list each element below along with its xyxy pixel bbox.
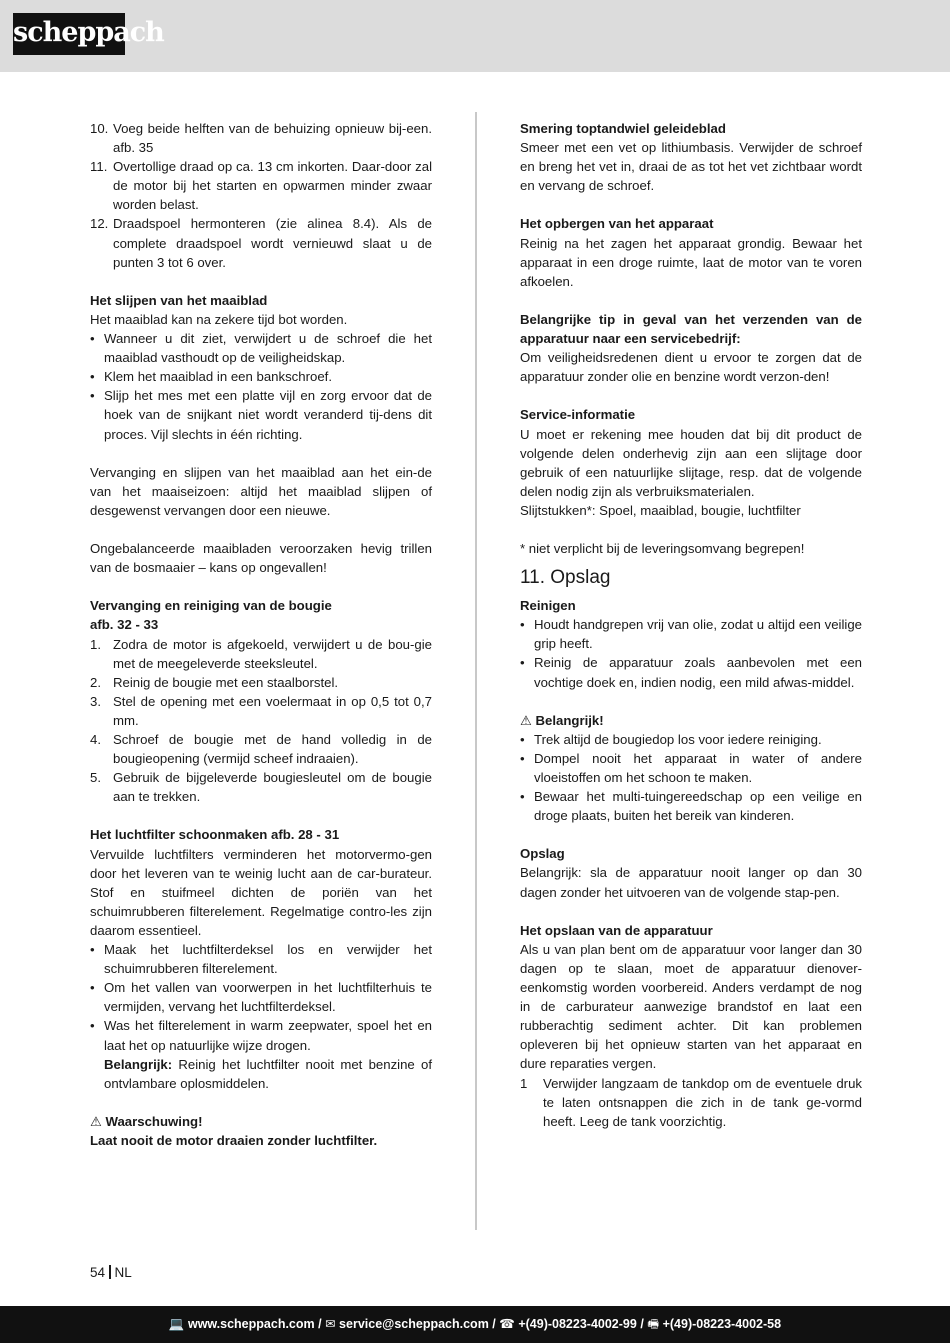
column-divider (475, 112, 477, 1230)
section-heading: Vervanging en reiniging van de bougie (90, 598, 332, 614)
item-number: 5. (90, 770, 101, 786)
footer-separator: / (640, 1317, 644, 1331)
warning-title: Waarschuwing! (105, 1113, 203, 1129)
bullet-text: Om het vallen van voorwerpen in het luchtfilterhuis te vermijden, vervang het luchtfilterdeksel. (104, 980, 432, 1015)
list-item (90, 692, 432, 730)
warning-icon: ⚠ (90, 1113, 102, 1129)
list-item (90, 635, 432, 673)
item-number: 2. (90, 674, 101, 690)
section-heading: Service-informatie (520, 407, 636, 423)
item-text: Schroef de bougie met de hand volledig in de bougieopening (vermijd scheef indraaien). (113, 732, 432, 767)
important-title: Belangrijk! (535, 712, 604, 728)
item-number: 11. (90, 159, 108, 175)
bullet-item: • Dompel nooit het apparaat in water of andere vloeistoffen om het schoon te maken. (520, 750, 862, 785)
header-band (0, 0, 950, 72)
bullet-item: • Bewaar het multi-tuingereedschap op een veilige en droge plaats, buiten het bereik van kinderen. (520, 789, 862, 824)
page-number: 54 (90, 1265, 106, 1280)
item-text: Stel de opening met een voelermaat in op 0,5 tot 0,7 mm. (113, 693, 432, 728)
fax-icon: 🖷 (647, 1317, 660, 1331)
section-heading: Het slijpen van het maaiblad (90, 292, 268, 308)
phone-number: +(49)-08223-4002-99 (518, 1317, 637, 1331)
list-item (90, 673, 432, 692)
note-text: Reinig het luchtfilter nooit met benzine of ontvlambare oplosmiddelen. (104, 1056, 432, 1091)
paragraph: Om veiligheidsredenen dient u ervoor te zorgen dat de apparatuur zonder olie en benzine wordt verzon-den! (520, 350, 862, 385)
paragraph: Belangrijk: sla de apparatuur nooit langer op dan 30 dagen zonder het uitvoeren van de volgende stap-pen. (520, 865, 862, 900)
bullet-text: Slijp het mes met een platte vijl en zorg ervoor dat de hoek van de snijkant niet wordt veranderd tij-dens dit proces. Vijl slechts in één richting. (104, 388, 432, 442)
note (90, 1055, 432, 1093)
item-number: 12. (90, 216, 109, 232)
bullet-item: • Slijp het mes met een platte vijl en zorg ervoor dat de hoek van de snijkant niet wordt veranderd tij-dens dit proces. Vijl slechts in één richting. (90, 388, 432, 442)
list-item (520, 1074, 862, 1131)
bullet-text: Maak het luchtfilterdeksel los en verwijder het schuimrubberen filterelement. (104, 942, 432, 977)
paragraph: Als u van plan bent om de apparatuur voor langer dan 30 dagen op te slaan, moet de apparatuur dienover-eenkomstig worden voorbereid. Anders verdampt de nog in de carburateur aanwezige brandstof en laat een rubberachtig sediment achter. Dit kan problemen opleveren bij het opnieuw starten van het apparaat en dure reparaties vergen. (520, 941, 862, 1072)
page-footer (90, 1265, 132, 1280)
note-label: Belangrijk: (104, 1056, 173, 1072)
list-item (90, 730, 432, 768)
left-column (90, 119, 432, 1150)
item-text: Reinig de bougie met een staalborstel. (113, 674, 339, 690)
section-heading: Het luchtfilter schoonmaken afb. 28 - 31 (90, 827, 340, 843)
important-heading (520, 711, 862, 730)
language-code: NL (114, 1265, 132, 1280)
paragraph: U moet er rekening mee houden dat bij dit product de volgende delen onderhevig zijn aan een slijtage door gebruik of een natuurlijke slijtage, resp. dat de volgende delen nodig zijn als verbruiksmaterialen. (520, 426, 862, 499)
footnote: * niet verplicht bij de leveringsomvang begrepen! (520, 541, 805, 557)
warning-text: Laat nooit de motor draaien zonder luchtfilter. (90, 1132, 378, 1148)
bullet-text: Klem het maaiblad in een bankschroef. (104, 369, 332, 385)
scheppach-logo: scheppach (13, 13, 125, 55)
wear-parts: Slijtstukken*: Spoel, maaiblad, bougie, luchtfilter (520, 502, 801, 518)
section-heading: Reinigen (520, 598, 576, 614)
fax-number: +(49)-08223-4002-58 (662, 1317, 782, 1331)
item-text: Verwijder langzaam de tankdop om de eventuele druk te laten ontsnappen die zich in de tank ge-vormd heeft. Leeg de tank voorzichtig. (543, 1075, 862, 1129)
list-item (90, 157, 432, 214)
section-heading-ref: afb. 32 - 33 (90, 617, 159, 633)
item-text: Draadspoel hermonteren (zie alinea 8.4). Als de complete draadspoel wordt vernieuwd slaat u de punten 3 tot 6 over. (113, 216, 432, 270)
warning-icon: ⚠ (520, 712, 532, 728)
section-heading: Opslag (520, 846, 565, 862)
item-number: 10. (90, 121, 109, 136)
section-heading: Belangrijke tip in geval van het verzenden van de apparatuur naar een servicebedrijf: (520, 311, 862, 347)
bullet-text: Houdt handgrepen vrij van olie, zodat u altijd een veilige grip heeft. (534, 617, 862, 652)
computer-icon: 💻 (168, 1317, 185, 1331)
list-item (90, 119, 432, 157)
warning-heading (90, 1112, 432, 1131)
bullet-text: Wanneer u dit ziet, verwijdert u de schroef die het maaiblad vasthoudt op de veiligheidskap. (104, 331, 432, 366)
email-link[interactable]: service@scheppach.com (339, 1317, 489, 1331)
section-heading: Het opslaan van de apparatuur (520, 922, 713, 938)
list-item (90, 768, 432, 806)
bullet-item: • Klem het maaiblad in een bankschroef. (90, 369, 332, 385)
bullet-text: Reinig de apparatuur zoals aanbevolen met een vochtige doek en, indien nodig, een mild afwas-middel. (534, 655, 862, 690)
bullet-item: • Was het filterelement in warm zeepwater, spoel het en laat het op natuurlijke wijze drogen. (90, 1018, 432, 1053)
item-text: Overtollige draad op ca. 13 cm inkorten. Daar-door zal de motor bij het starten en opwarmen minder zwaar worden belast. (113, 159, 432, 213)
mail-icon: ✉ (325, 1317, 336, 1331)
bullet-item: • Om het vallen van voorwerpen in het luchtfilterhuis te vermijden, vervang het luchtfilterdeksel. (90, 980, 432, 1015)
item-number: 3. (90, 693, 101, 709)
section-heading: Het opbergen van het apparaat (520, 216, 714, 232)
contact-footer (0, 1306, 950, 1343)
paragraph: Het maaiblad kan na zekere tijd bot worden. (90, 311, 348, 327)
bullet-text: Trek altijd de bougiedop los voor iedere reiniging. (534, 731, 822, 747)
bullet-text: Bewaar het multi-tuingereedschap op een veilige en droge plaats, buiten het bereik van kinderen. (534, 789, 862, 824)
list-item (90, 214, 432, 271)
chapter-title: 11. Opslag (520, 567, 611, 589)
item-number: 1. (90, 636, 101, 652)
bullet-text: Was het filterelement in warm zeepwater, spoel het en laat het op natuurlijke wijze drogen. (104, 1018, 432, 1053)
paragraph: Vervuilde luchtfilters verminderen het motorvermo-gen door het leveren van te weinig lucht aan de car-burateur. Stof en stuifmeel dichten de poriën van het schuimrubberen filterelement. Regelmatige contro-les zijn daarom essentieel. (90, 846, 432, 938)
website-link[interactable]: www.scheppach.com (187, 1317, 315, 1331)
footer-separator: / (318, 1317, 322, 1331)
footer-separator: / (492, 1317, 496, 1331)
page-separator (109, 1265, 111, 1279)
section-heading: Smering toptandwiel geleideblad (520, 121, 726, 136)
bullet-item: • Wanneer u dit ziet, verwijdert u de schroef die het maaiblad vasthoudt op de veiligheidskap. (90, 331, 432, 366)
item-text: Voeg beide helften van de behuizing opnieuw bij-een. afb. 35 (113, 121, 432, 156)
paragraph: Reinig na het zagen het apparaat grondig. Bewaar het apparaat in een droge ruimte, laat de motor van te voren afkoelen. (520, 235, 862, 289)
item-text: Gebruik de bijgeleverde bougiesleutel om de bougie aan te trekken. (113, 770, 432, 805)
bullet-item: • Trek altijd de bougiedop los voor iedere reiniging. (520, 731, 822, 747)
paragraph: Smeer met een vet op lithiumbasis. Verwijder de schroef en breng het vet in, draai de as tot het vet zichtbaar wordt en vervang de schroef. (520, 140, 862, 194)
paragraph: Vervanging en slijpen van het maaiblad aan het ein-de van het maaiseizoen: altijd het maaiblad slijpen of desgewenst vervangen door een nieuwe. (90, 464, 432, 518)
item-number: 1 (520, 1075, 528, 1091)
bullet-item: • Maak het luchtfilterdeksel los en verwijder het schuimrubberen filterelement. (90, 942, 432, 977)
right-column (520, 119, 862, 1131)
phone-icon: ☎ (499, 1317, 515, 1331)
bullet-text: Dompel nooit het apparaat in water of andere vloeistoffen om het schoon te maken. (534, 750, 862, 785)
item-text: Zodra de motor is afgekoeld, verwijdert u de bou-gie met de meegeleverde steeksleutel. (113, 636, 432, 671)
item-number: 4. (90, 732, 101, 747)
bullet-item: • Houdt handgrepen vrij van olie, zodat u altijd een veilige grip heeft. (520, 617, 862, 652)
bullet-item: • Reinig de apparatuur zoals aanbevolen met een vochtige doek en, indien nodig, een mild afwas-middel. (520, 655, 862, 690)
paragraph: Ongebalanceerde maaibladen veroorzaken hevig trillen van de bosmaaier – kans op ongevallen! (90, 541, 432, 576)
